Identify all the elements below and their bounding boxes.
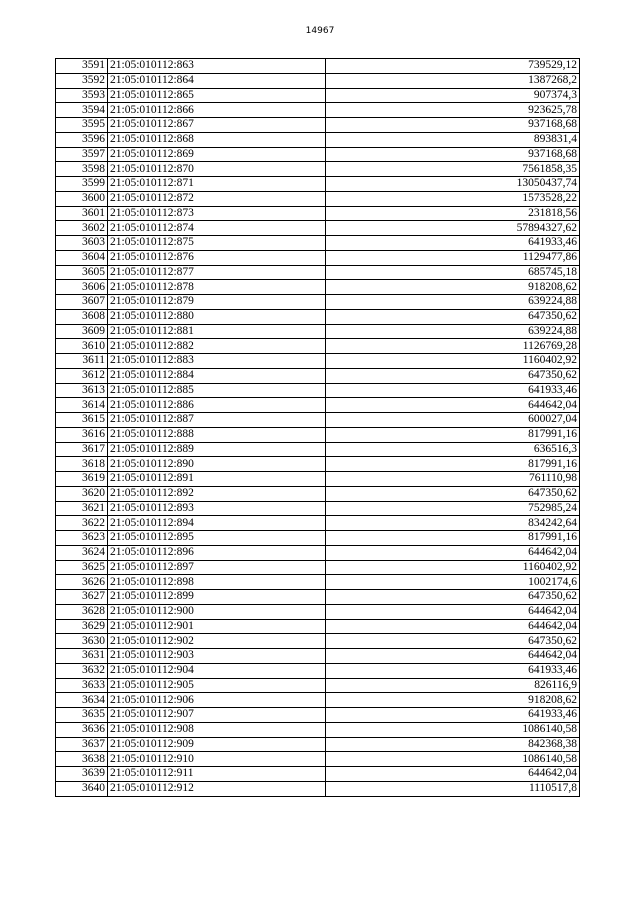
table-row xyxy=(56,339,580,354)
cadastral-value-cell: 937168,68 xyxy=(326,147,580,162)
table-row xyxy=(56,545,580,560)
table-row xyxy=(56,663,580,678)
table-row xyxy=(56,590,580,605)
cadastral-value-cell: 644642,04 xyxy=(326,545,580,560)
row-number-cell: 3626 xyxy=(56,575,108,590)
cadastral-value-cell: 1126769,28 xyxy=(326,339,580,354)
table-row xyxy=(56,162,580,177)
cadastral-value-cell: 57894327,62 xyxy=(326,221,580,236)
table-row xyxy=(56,457,580,472)
cadastral-number-cell: 21:05:010112:884 xyxy=(108,368,326,383)
row-number-cell: 3598 xyxy=(56,162,108,177)
table-row xyxy=(56,118,580,133)
cadastral-number-cell: 21:05:010112:871 xyxy=(108,177,326,192)
cadastral-value-cell: 644642,04 xyxy=(326,767,580,782)
cadastral-number-cell: 21:05:010112:866 xyxy=(108,103,326,118)
cadastral-number-cell: 21:05:010112:896 xyxy=(108,545,326,560)
cadastral-number-cell: 21:05:010112:890 xyxy=(108,457,326,472)
cadastral-number-cell: 21:05:010112:891 xyxy=(108,472,326,487)
table-row xyxy=(56,752,580,767)
cadastral-number-cell: 21:05:010112:886 xyxy=(108,398,326,413)
row-number-cell: 3633 xyxy=(56,678,108,693)
cadastral-value-cell: 1086140,58 xyxy=(326,722,580,737)
cadastral-number-cell: 21:05:010112:911 xyxy=(108,767,326,782)
row-number-cell: 3606 xyxy=(56,280,108,295)
cadastral-number-cell: 21:05:010112:904 xyxy=(108,663,326,678)
cadastral-number-cell: 21:05:010112:909 xyxy=(108,737,326,752)
row-number-cell: 3624 xyxy=(56,545,108,560)
cadastral-number-cell: 21:05:010112:912 xyxy=(108,781,326,796)
row-number-cell: 3634 xyxy=(56,693,108,708)
table-row xyxy=(56,575,580,590)
cadastral-value-cell: 685745,18 xyxy=(326,265,580,280)
row-number-cell: 3615 xyxy=(56,413,108,428)
row-number-cell: 3600 xyxy=(56,191,108,206)
cadastral-value-cell: 647350,62 xyxy=(326,486,580,501)
row-number-cell: 3597 xyxy=(56,147,108,162)
table-row xyxy=(56,221,580,236)
table-row xyxy=(56,59,580,74)
table-row xyxy=(56,531,580,546)
row-number-cell: 3630 xyxy=(56,634,108,649)
row-number-cell: 3593 xyxy=(56,88,108,103)
cadastral-number-cell: 21:05:010112:910 xyxy=(108,752,326,767)
table-row xyxy=(56,383,580,398)
cadastral-value-cell: 644642,04 xyxy=(326,649,580,664)
cadastral-value-cell: 937168,68 xyxy=(326,118,580,133)
cadastral-number-cell: 21:05:010112:869 xyxy=(108,147,326,162)
row-number-cell: 3611 xyxy=(56,354,108,369)
cadastral-value-cell: 826116,9 xyxy=(326,678,580,693)
cadastral-number-cell: 21:05:010112:907 xyxy=(108,708,326,723)
cadastral-value-cell: 842368,38 xyxy=(326,737,580,752)
table-row xyxy=(56,708,580,723)
table-row xyxy=(56,737,580,752)
cadastral-number-cell: 21:05:010112:893 xyxy=(108,501,326,516)
row-number-cell: 3632 xyxy=(56,663,108,678)
cadastral-value-cell: 817991,16 xyxy=(326,457,580,472)
row-number-cell: 3622 xyxy=(56,516,108,531)
cadastral-value-cell: 647350,62 xyxy=(326,634,580,649)
cadastral-number-cell: 21:05:010112:885 xyxy=(108,383,326,398)
table-row xyxy=(56,678,580,693)
cadastral-value-table xyxy=(55,58,580,797)
table-row xyxy=(56,442,580,457)
cadastral-number-cell: 21:05:010112:887 xyxy=(108,413,326,428)
cadastral-value-cell: 641933,46 xyxy=(326,383,580,398)
cadastral-value-cell: 639224,88 xyxy=(326,295,580,310)
table-row xyxy=(56,560,580,575)
table-row xyxy=(56,398,580,413)
table-row xyxy=(56,280,580,295)
table-row xyxy=(56,413,580,428)
page-number: 14967 xyxy=(305,26,335,36)
row-number-cell: 3607 xyxy=(56,295,108,310)
cadastral-number-cell: 21:05:010112:897 xyxy=(108,560,326,575)
row-number-cell: 3614 xyxy=(56,398,108,413)
row-number-cell: 3631 xyxy=(56,649,108,664)
cadastral-value-cell: 1129477,86 xyxy=(326,250,580,265)
row-number-cell: 3625 xyxy=(56,560,108,575)
cadastral-value-cell: 644642,04 xyxy=(326,398,580,413)
cadastral-value-cell: 1573528,22 xyxy=(326,191,580,206)
row-number-cell: 3617 xyxy=(56,442,108,457)
table-row xyxy=(56,177,580,192)
cadastral-number-cell: 21:05:010112:905 xyxy=(108,678,326,693)
row-number-cell: 3628 xyxy=(56,604,108,619)
table-row xyxy=(56,368,580,383)
cadastral-number-cell: 21:05:010112:872 xyxy=(108,191,326,206)
table-row xyxy=(56,427,580,442)
cadastral-number-cell: 21:05:010112:888 xyxy=(108,427,326,442)
cadastral-value-cell: 893831,4 xyxy=(326,132,580,147)
row-number-cell: 3613 xyxy=(56,383,108,398)
table-row xyxy=(56,265,580,280)
row-number-cell: 3639 xyxy=(56,767,108,782)
cadastral-number-cell: 21:05:010112:901 xyxy=(108,619,326,634)
cadastral-number-cell: 21:05:010112:863 xyxy=(108,59,326,74)
row-number-cell: 3627 xyxy=(56,590,108,605)
cadastral-value-cell: 834242,64 xyxy=(326,516,580,531)
cadastral-number-cell: 21:05:010112:875 xyxy=(108,236,326,251)
cadastral-number-cell: 21:05:010112:878 xyxy=(108,280,326,295)
table-row xyxy=(56,295,580,310)
row-number-cell: 3609 xyxy=(56,324,108,339)
cadastral-number-cell: 21:05:010112:902 xyxy=(108,634,326,649)
cadastral-number-cell: 21:05:010112:894 xyxy=(108,516,326,531)
row-number-cell: 3595 xyxy=(56,118,108,133)
cadastral-value-cell: 907374,3 xyxy=(326,88,580,103)
cadastral-value-cell: 923625,78 xyxy=(326,103,580,118)
cadastral-value-cell: 7561858,35 xyxy=(326,162,580,177)
row-number-cell: 3612 xyxy=(56,368,108,383)
row-number-cell: 3640 xyxy=(56,781,108,796)
table-row xyxy=(56,324,580,339)
table-row xyxy=(56,781,580,796)
table-row xyxy=(56,516,580,531)
cadastral-number-cell: 21:05:010112:889 xyxy=(108,442,326,457)
cadastral-value-cell: 761110,98 xyxy=(326,472,580,487)
row-number-cell: 3603 xyxy=(56,236,108,251)
table-row xyxy=(56,722,580,737)
cadastral-value-cell: 1110517,8 xyxy=(326,781,580,796)
cadastral-number-cell: 21:05:010112:895 xyxy=(108,531,326,546)
row-number-cell: 3635 xyxy=(56,708,108,723)
cadastral-value-cell: 918208,62 xyxy=(326,280,580,295)
cadastral-number-cell: 21:05:010112:868 xyxy=(108,132,326,147)
cadastral-value-cell: 231818,56 xyxy=(326,206,580,221)
row-number-cell: 3618 xyxy=(56,457,108,472)
cadastral-value-cell: 1086140,58 xyxy=(326,752,580,767)
cadastral-value-cell: 1002174,6 xyxy=(326,575,580,590)
cadastral-number-cell: 21:05:010112:865 xyxy=(108,88,326,103)
cadastral-value-cell: 644642,04 xyxy=(326,604,580,619)
row-number-cell: 3638 xyxy=(56,752,108,767)
table-row xyxy=(56,619,580,634)
row-number-cell: 3602 xyxy=(56,221,108,236)
table-row xyxy=(56,501,580,516)
table-row xyxy=(56,147,580,162)
row-number-cell: 3623 xyxy=(56,531,108,546)
table-row xyxy=(56,309,580,324)
table-row xyxy=(56,132,580,147)
table-row xyxy=(56,472,580,487)
row-number-cell: 3591 xyxy=(56,59,108,74)
row-number-cell: 3599 xyxy=(56,177,108,192)
row-number-cell: 3616 xyxy=(56,427,108,442)
cadastral-number-cell: 21:05:010112:874 xyxy=(108,221,326,236)
table-row xyxy=(56,236,580,251)
row-number-cell: 3601 xyxy=(56,206,108,221)
table-row xyxy=(56,103,580,118)
table-row xyxy=(56,693,580,708)
row-number-cell: 3619 xyxy=(56,472,108,487)
row-number-cell: 3608 xyxy=(56,309,108,324)
cadastral-value-cell: 600027,04 xyxy=(326,413,580,428)
row-number-cell: 3629 xyxy=(56,619,108,634)
cadastral-number-cell: 21:05:010112:883 xyxy=(108,354,326,369)
cadastral-number-cell: 21:05:010112:864 xyxy=(108,73,326,88)
cadastral-number-cell: 21:05:010112:906 xyxy=(108,693,326,708)
cadastral-value-cell: 817991,16 xyxy=(326,531,580,546)
row-number-cell: 3596 xyxy=(56,132,108,147)
table-body xyxy=(56,59,580,797)
row-number-cell: 3637 xyxy=(56,737,108,752)
table-row xyxy=(56,634,580,649)
cadastral-number-cell: 21:05:010112:873 xyxy=(108,206,326,221)
row-number-cell: 3621 xyxy=(56,501,108,516)
cadastral-number-cell: 21:05:010112:898 xyxy=(108,575,326,590)
row-number-cell: 3636 xyxy=(56,722,108,737)
cadastral-number-cell: 21:05:010112:892 xyxy=(108,486,326,501)
cadastral-value-cell: 1160402,92 xyxy=(326,354,580,369)
cadastral-number-cell: 21:05:010112:903 xyxy=(108,649,326,664)
cadastral-number-cell: 21:05:010112:908 xyxy=(108,722,326,737)
cadastral-value-cell: 752985,24 xyxy=(326,501,580,516)
cadastral-value-cell: 644642,04 xyxy=(326,619,580,634)
cadastral-value-cell: 641933,46 xyxy=(326,236,580,251)
table-row xyxy=(56,649,580,664)
table-row xyxy=(56,767,580,782)
cadastral-value-cell: 918208,62 xyxy=(326,693,580,708)
cadastral-value-cell: 739529,12 xyxy=(326,59,580,74)
table-row xyxy=(56,250,580,265)
cadastral-value-cell: 13050437,74 xyxy=(326,177,580,192)
cadastral-number-cell: 21:05:010112:870 xyxy=(108,162,326,177)
table-row xyxy=(56,191,580,206)
row-number-cell: 3610 xyxy=(56,339,108,354)
cadastral-value-cell: 647350,62 xyxy=(326,368,580,383)
table-row xyxy=(56,206,580,221)
row-number-cell: 3605 xyxy=(56,265,108,280)
cadastral-number-cell: 21:05:010112:876 xyxy=(108,250,326,265)
cadastral-value-cell: 641933,46 xyxy=(326,708,580,723)
cadastral-value-cell: 817991,16 xyxy=(326,427,580,442)
cadastral-number-cell: 21:05:010112:900 xyxy=(108,604,326,619)
table-row xyxy=(56,486,580,501)
cadastral-value-cell: 1160402,92 xyxy=(326,560,580,575)
row-number-cell: 3592 xyxy=(56,73,108,88)
cadastral-number-cell: 21:05:010112:881 xyxy=(108,324,326,339)
cadastral-number-cell: 21:05:010112:882 xyxy=(108,339,326,354)
cadastral-value-cell: 641933,46 xyxy=(326,663,580,678)
cadastral-number-cell: 21:05:010112:877 xyxy=(108,265,326,280)
table-row xyxy=(56,604,580,619)
cadastral-number-cell: 21:05:010112:880 xyxy=(108,309,326,324)
cadastral-value-cell: 636516,3 xyxy=(326,442,580,457)
cadastral-value-cell: 647350,62 xyxy=(326,309,580,324)
cadastral-number-cell: 21:05:010112:879 xyxy=(108,295,326,310)
table-row xyxy=(56,73,580,88)
cadastral-value-cell: 639224,88 xyxy=(326,324,580,339)
row-number-cell: 3594 xyxy=(56,103,108,118)
table-row xyxy=(56,354,580,369)
row-number-cell: 3604 xyxy=(56,250,108,265)
cadastral-value-cell: 647350,62 xyxy=(326,590,580,605)
cadastral-value-cell: 1387268,2 xyxy=(326,73,580,88)
row-number-cell: 3620 xyxy=(56,486,108,501)
cadastral-number-cell: 21:05:010112:899 xyxy=(108,590,326,605)
table-row xyxy=(56,88,580,103)
cadastral-number-cell: 21:05:010112:867 xyxy=(108,118,326,133)
